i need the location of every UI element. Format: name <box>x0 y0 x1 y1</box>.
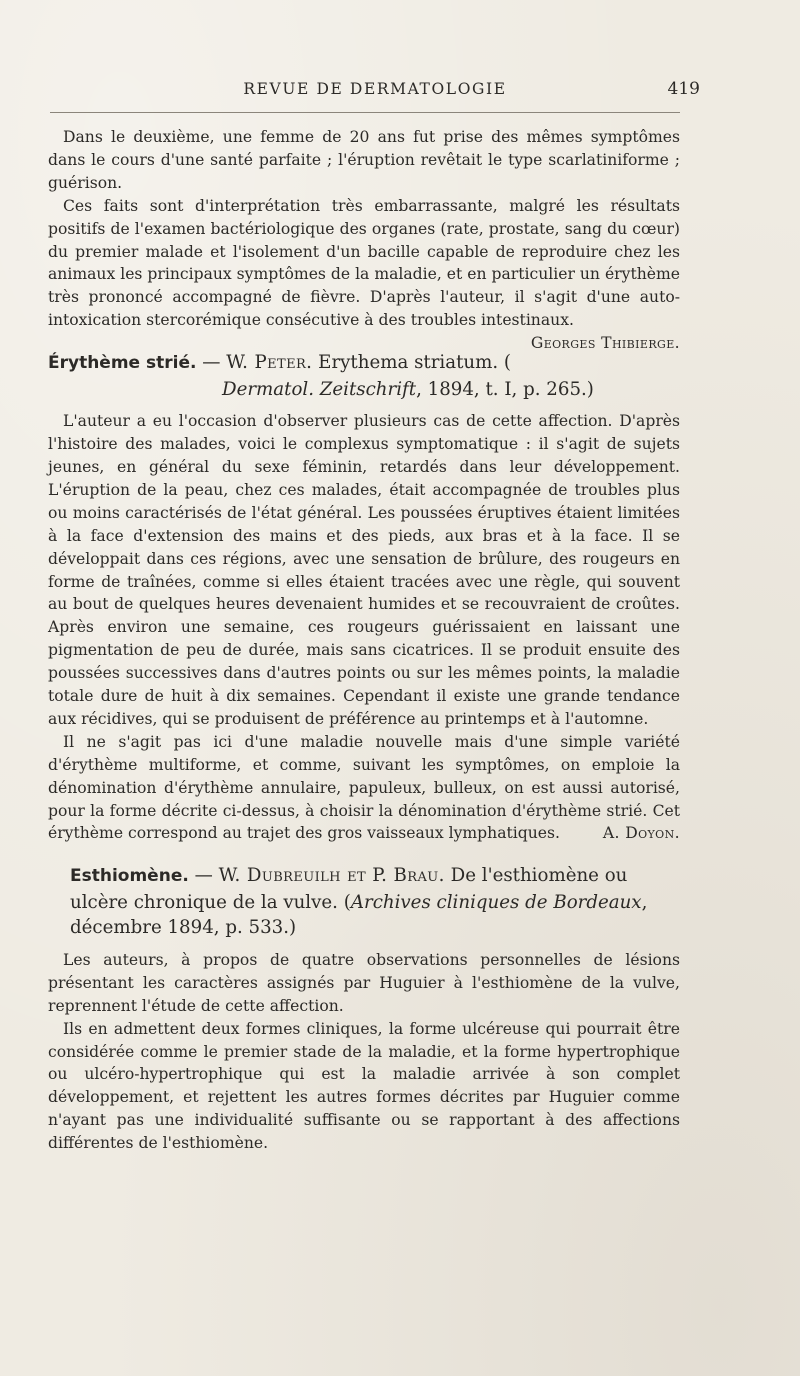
review-signature: Georges Thibierge. <box>530 334 680 353</box>
entry-dash: — <box>202 352 221 374</box>
body-text <box>48 126 680 1155</box>
intro-paragraph <box>48 195 680 353</box>
entry-source-details: , décembre 1894, p. 533.) <box>70 891 648 939</box>
page-number: 419 <box>667 79 700 99</box>
entry-heading <box>48 350 680 402</box>
intro-paragraph-text: Ces faits sont d'interprétation très embarrassante, malgré les résultats positifs de l'examen bactériologique des organes (rate, prostate, sang du cœur) du premier malade et l'isolement d'un bacille capable de reproduire chez les animaux les principaux symptômes de la maladie, et en particulier un érythème très prononcé accompagné de fièvre. D'après l'auteur, il s'agit d'une auto-intoxication stercorémique consécutive à des troubles intestinaux. <box>48 196 680 330</box>
entry-author: W. Dubreuilh et P. Brau. <box>218 865 445 887</box>
entry-paragraph-text: Il ne s'agit pas ici d'une maladie nouvelle mais d'une simple variété d'érythème multiforme, et comme, suivant les symptômes, on emploie la dénomination d'érythème annulaire, papuleux, bulleux, on est aussi autorisé, pour la forme décrite ci-dessus, à choisir la dénomination d'érythème strié. Cet érythème correspond au trajet des gros vaisseaux lymphatiques. <box>48 732 680 843</box>
entry-author: W. Peter. <box>226 352 313 374</box>
running-header <box>50 76 700 102</box>
entry-source-details: , 1894, t. I, p. 265.) <box>416 378 594 400</box>
entry-work-title: Erythema striatum. <box>318 352 499 374</box>
header-rule <box>50 112 680 113</box>
intro-paragraph: Dans le deuxième, une femme de 20 ans fut prise des mêmes symptômes dans le cours d'une santé parfaite ; l'éruption revêtait le type scarlatiniforme ; guérison. <box>48 128 680 192</box>
running-title: REVUE DE DERMATOLOGIE <box>243 80 507 98</box>
entry-title: Érythème strié. <box>48 353 197 374</box>
entry-paragraph <box>48 731 680 846</box>
entry-work-title: De l'esthiomène ou ulcère chronique de la vulve. <box>70 865 628 913</box>
entry-source-open: ( <box>343 891 351 913</box>
review-signature: A. Doyon. <box>602 824 680 843</box>
entry-paragraph: Ils en admettent deux formes cliniques, la forme ulcéreuse qui pourrait être considérée comme le premier stade de la maladie, et la forme hypertrophique ou ulcéro-hypertrophique qui est la maladie arrivée à son complet développement, et rejettent les autres formes décrites par Huguier comme n'ayant pas une individualité suffisante ou se rapportant à des affections différentes de l'esthiomène. <box>48 1019 680 1153</box>
review-entry-erytheme <box>48 350 680 845</box>
entry-heading <box>48 863 680 941</box>
entry-journal: Dermatol. Zeitschrift <box>222 378 417 400</box>
review-entry-esthiomene <box>48 863 680 1155</box>
entry-paragraph: Les auteurs, à propos de quatre observations personnelles de lésions présentant les caractères assignés par Huguier à l'esthiomène de la vulve, reprennent l'étude de cette affection. <box>48 950 680 1015</box>
entry-dash: — <box>194 865 213 887</box>
entry-title: Esthiomène. <box>70 866 189 887</box>
entry-journal: Archives cliniques de Bordeaux <box>350 891 642 913</box>
entry-paragraph: L'auteur a eu l'occasion d'observer plusieurs cas de cette affection. D'après l'histoire des malades, voici le complexus symptomatique : il s'agit de sujets jeunes, en général du sexe féminin, retardés dans leur développement. L'éruption de la peau, chez ces malades, était accompagnée de troubles plus ou moins caractérisés de l'état général. Les poussées éruptives étaient limitées à la face d'extension des mains et des pieds, aux bras et à la face. Il se développait dans ces régions, avec une sensation de brûlure, des rougeurs en forme de traînées, comme si elles étaient tracées avec une règle, qui souvent au bout de quelques heures devenaient humides et se recouvraient de croûtes. Après environ une semaine, ces rougeurs guérissaient en laissant une pigmentation de peu de durée, mais sans cicatrices. Il se produit ensuite des poussées successives dans d'autres points ou sur les mêmes points, la maladie totale dure de huit à dix semaines. Cependant il existe une grande tendance aux récidives, qui se produisent de préférence au printemps et à l'automne. <box>48 412 680 728</box>
entry-source-open: ( <box>503 352 512 374</box>
